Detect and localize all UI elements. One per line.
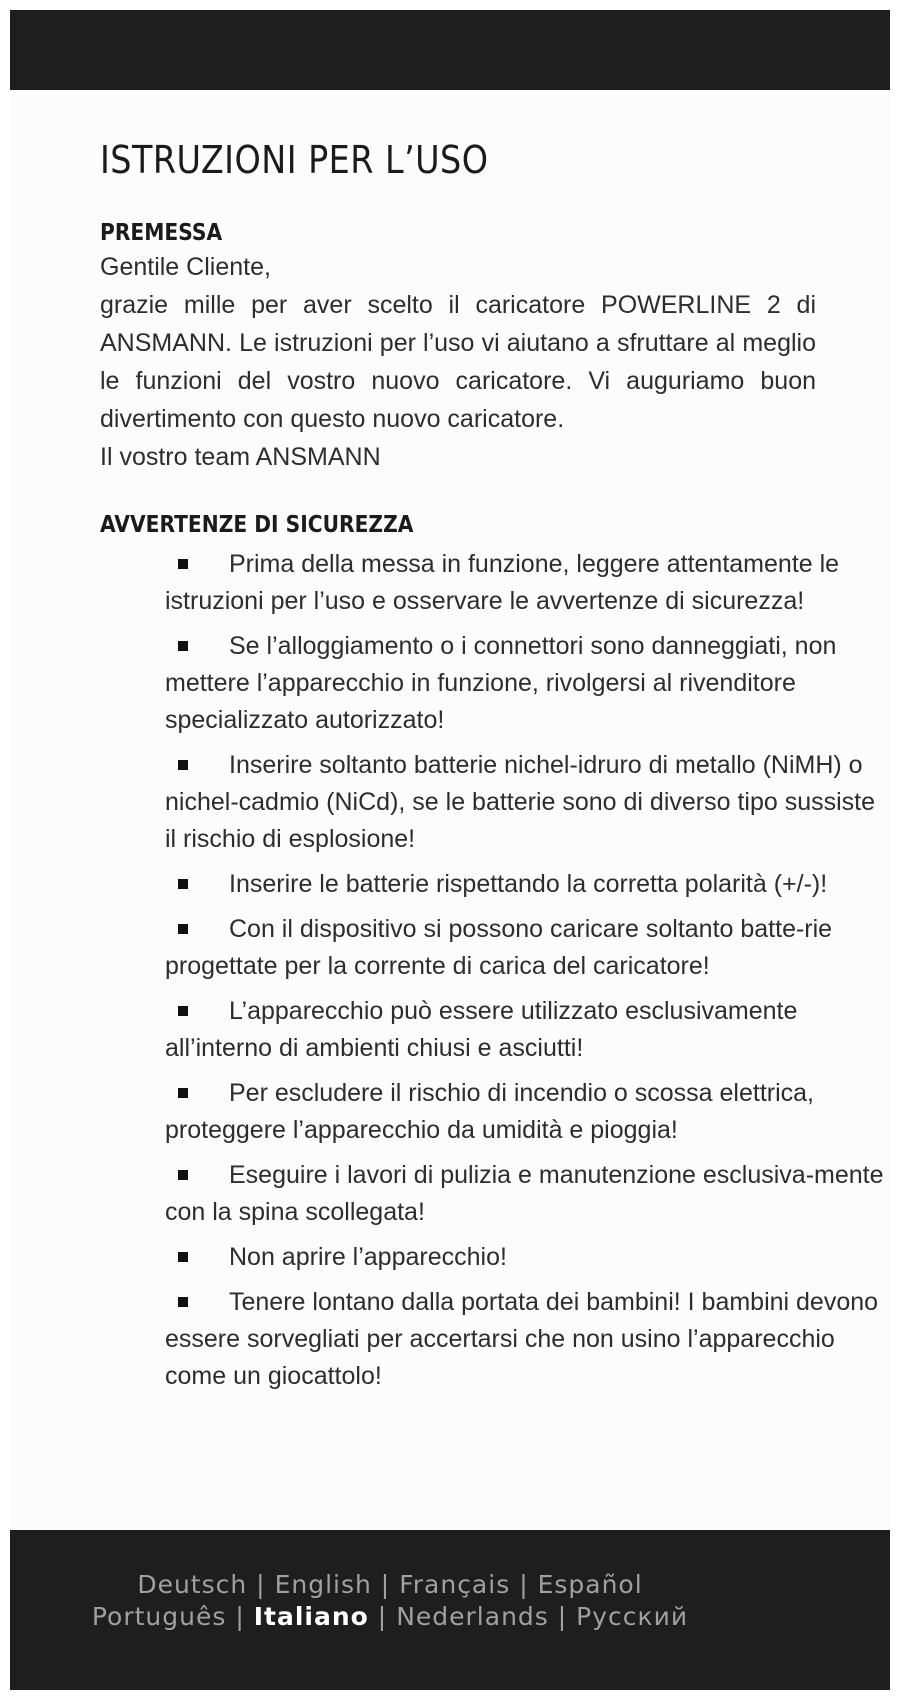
safety-item: [165, 1157, 885, 1231]
language-link-russian[interactable]: Русский: [576, 1602, 689, 1631]
safety-item: [165, 747, 885, 858]
top-bar: [10, 10, 890, 90]
safety-list: [100, 546, 884, 1395]
safety-item-text: Tenere lontano dalla portata dei bambini! I bambini devono essere sorvegliati per accertarsi che non usino l’apparecchio come un giocattolo!: [165, 1288, 879, 1390]
safety-item-text: Eseguire i lavori di pulizia e manutenzione esclusiva-mente con la spina scollegata!: [165, 1161, 884, 1226]
language-row: [10, 1602, 770, 1631]
content: [100, 138, 884, 1403]
square-bullet-icon: [178, 879, 188, 889]
intro-greeting: Gentile Cliente,: [100, 253, 271, 281]
safety-item-text: L’apparecchio può essere utilizzato esclusivamente all’interno di ambienti chiusi e asciutti!: [165, 997, 798, 1062]
intro-signature: Il vostro team ANSMANN: [100, 443, 381, 471]
square-bullet-icon: [178, 1252, 188, 1262]
square-bullet-icon: [178, 559, 188, 569]
safety-item: [165, 1075, 885, 1149]
language-row: [10, 1570, 770, 1599]
language-separator: |: [380, 1570, 391, 1599]
language-link-nederlands[interactable]: Nederlands: [396, 1602, 549, 1631]
language-link-italiano-active[interactable]: Italiano: [253, 1602, 369, 1631]
intro-body: grazie mille per aver scelto il caricatore POWERLINE 2 di ANSMANN. Le istruzioni per l’uso vi aiutano a sfruttare al meglio le funzioni del vostro nuovo caricatore. Vi auguriamo buon divertimento con questo nuovo caricatore.: [100, 291, 816, 433]
language-separator: |: [377, 1602, 388, 1631]
language-link-deutsch[interactable]: Deutsch: [137, 1570, 248, 1599]
square-bullet-icon: [178, 760, 188, 770]
language-link-english[interactable]: English: [274, 1570, 372, 1599]
square-bullet-icon: [178, 1170, 188, 1180]
page-title: ISTRUZIONI PER L’USO: [100, 138, 489, 182]
language-link-francais[interactable]: Français: [399, 1570, 511, 1599]
intro-heading: PREMESSA: [100, 220, 223, 246]
manual-page: [10, 10, 890, 1690]
intro-section: [100, 248, 816, 476]
safety-item: [165, 546, 885, 620]
safety-item: [165, 1239, 885, 1276]
square-bullet-icon: [178, 641, 188, 651]
safety-item: [165, 993, 885, 1067]
safety-heading: AVVERTENZE DI SICUREZZA: [100, 512, 414, 538]
language-separator: |: [256, 1570, 266, 1599]
language-separator: |: [557, 1602, 568, 1631]
safety-item-text: Inserire le batterie rispettando la corretta polarità (+/-)!: [229, 870, 828, 898]
language-bar: [10, 1530, 890, 1690]
language-link-portugues[interactable]: Português: [91, 1602, 227, 1631]
square-bullet-icon: [178, 1088, 188, 1098]
safety-item-text: Inserire soltanto batterie nichel-idruro di metallo (NiMH) o nichel-cadmio (NiCd), se le batterie sono di diverso tipo sussiste il rischio di esplosione!: [165, 751, 876, 853]
square-bullet-icon: [178, 924, 188, 934]
safety-item-text: Prima della messa in funzione, leggere attentamente le istruzioni per l’uso e osservare le avvertenze di sicurezza!: [165, 550, 840, 615]
safety-item: [165, 866, 885, 903]
square-bullet-icon: [178, 1006, 188, 1016]
safety-item: [165, 911, 885, 985]
safety-item-text: Non aprire l’apparecchio!: [229, 1243, 507, 1271]
safety-item-text: Con il dispositivo si possono caricare soltanto batte-rie progettate per la corrente di carica del caricatore!: [165, 915, 833, 980]
safety-item: [165, 628, 885, 739]
safety-item-text: Se l’alloggiamento o i connettori sono danneggiati, non mettere l’apparecchio in funzione, rivolgersi al rivenditore specializzato autorizzato!: [165, 632, 837, 734]
language-separator: |: [235, 1602, 245, 1631]
language-link-espanol[interactable]: Español: [537, 1570, 643, 1599]
language-separator: |: [519, 1570, 529, 1599]
safety-item: [165, 1284, 885, 1395]
square-bullet-icon: [178, 1297, 188, 1307]
safety-item-text: Per escludere il rischio di incendio o scossa elettrica, proteggere l’apparecchio da umidità e pioggia!: [165, 1079, 814, 1144]
